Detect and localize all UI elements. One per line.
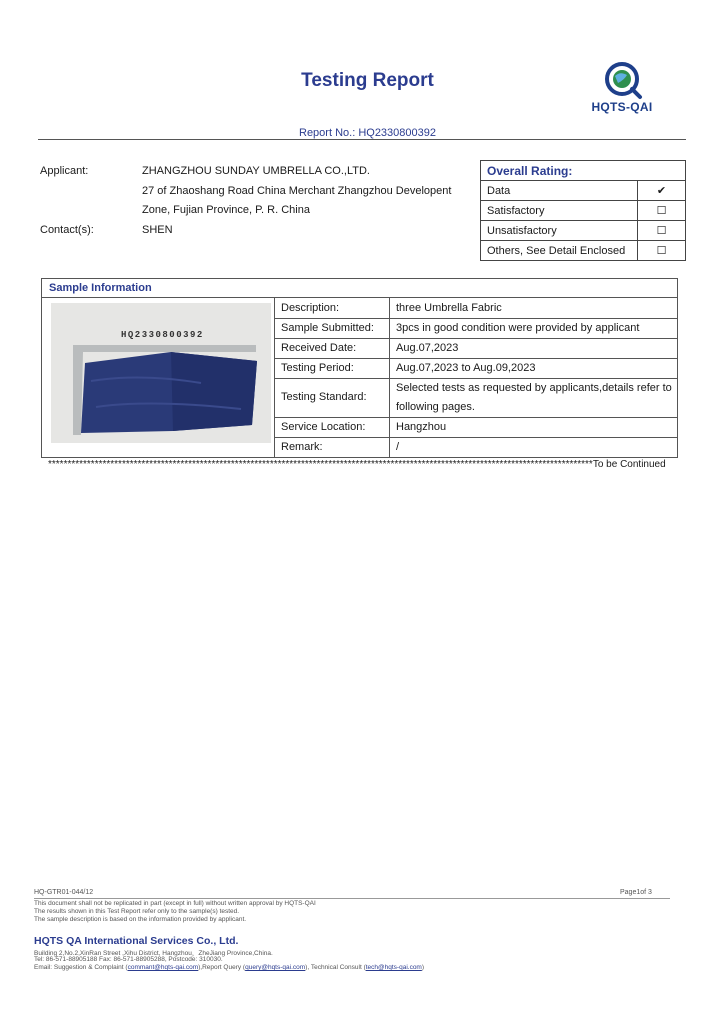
sample-photo — [51, 303, 271, 443]
remark-label: Remark: — [275, 437, 390, 457]
sample-photo-tag: HQ2330800392 — [121, 330, 204, 340]
service-location-value: Hangzhou — [390, 417, 679, 437]
table-row — [275, 358, 679, 378]
table-row — [275, 378, 679, 417]
testing-period-label: Testing Period: — [275, 358, 390, 378]
rating-row-others — [481, 241, 686, 261]
sample-information-heading: Sample Information — [42, 279, 677, 298]
applicant-name: ZHANGZHOU SUNDAY UMBRELLA CO.,LTD. — [142, 165, 370, 177]
form-code: HQ-GTR01-044/12 — [34, 889, 94, 896]
rating-row-data — [481, 181, 686, 201]
company-name: HQTS QA International Services Co., Ltd. — [34, 935, 239, 947]
testing-standard-line2: following pages. — [396, 400, 475, 413]
received-date-label: Received Date: — [275, 338, 390, 358]
table-row — [275, 437, 679, 457]
company-address: Building 2,No.2,XinRan Street ,Xihu District, Hangzhou，ZheJiang Province,China. — [34, 950, 273, 957]
email-prefix: Email: Suggestion & Complaint ( — [34, 964, 128, 971]
contact-label: Contact(s): — [40, 224, 94, 236]
company-email-line — [34, 964, 424, 971]
report-no-value: HQ2330800392 — [358, 127, 436, 139]
rating-row-satisfactory — [481, 201, 686, 221]
sample-submitted-label: Sample Submitted: — [275, 318, 390, 338]
sample-submitted-value: 3pcs in good condition were provided by applicant — [390, 318, 679, 338]
remark-value: / — [390, 437, 679, 457]
report-number — [0, 127, 720, 139]
rating-label: Unsatisfactory — [481, 221, 638, 241]
logo-text: HQTS-QAI — [591, 100, 653, 114]
header-divider — [38, 139, 686, 140]
page-indicator: Page1of 3 — [620, 889, 652, 896]
applicant-address-line1: 27 of Zhaoshang Road China Merchant Zhangzhou Developent — [142, 185, 452, 197]
contact-value: SHEN — [142, 224, 173, 236]
email-separator: ),Report Query ( — [198, 964, 246, 971]
table-row — [275, 338, 679, 358]
overall-rating-table — [480, 160, 686, 261]
applicant-address-line2: Zone, Fujian Province, P. R. China — [142, 204, 310, 216]
checkbox-empty-icon: ☐ — [638, 201, 686, 221]
checkbox-empty-icon: ☐ — [638, 221, 686, 241]
company-phone: Tel: 86-571-88905188 Fax: 86-571-88905288, Postcode: 310030. — [34, 956, 223, 963]
rating-label: Data — [481, 181, 638, 201]
disclaimer-line3: The sample description is based on the information provided by applicant. — [34, 916, 247, 923]
overall-rating-heading: Overall Rating: — [481, 161, 686, 181]
applicant-label: Applicant: — [40, 165, 89, 177]
checkbox-empty-icon: ☐ — [638, 241, 686, 261]
service-location-label: Service Location: — [275, 417, 390, 437]
rating-label: Others, See Detail Enclosed — [481, 241, 638, 261]
report-title: Testing Report — [301, 70, 434, 91]
continued-line — [48, 459, 678, 470]
received-date-value: Aug.07,2023 — [390, 338, 679, 358]
testing-standard-label: Testing Standard: — [275, 378, 390, 417]
email-separator: ), Technical Consult ( — [305, 964, 366, 971]
to-be-continued: To be Continued — [592, 459, 666, 470]
rating-label: Satisfactory — [481, 201, 638, 221]
table-row — [275, 417, 679, 437]
table-row — [275, 298, 679, 318]
checkmark-icon: ✔ — [638, 181, 686, 201]
rating-row-unsatisfactory — [481, 221, 686, 241]
sample-details-table — [274, 298, 678, 457]
description-value: three Umbrella Fabric — [390, 298, 679, 318]
disclaimer-line2: The results shown in this Test Report refer only to the sample(s) tested. — [34, 908, 240, 915]
sample-information-box — [41, 278, 678, 458]
tech-email-link[interactable]: tech@hqts-qai.com — [365, 964, 422, 971]
report-no-label: Report No.: — [299, 127, 356, 139]
complaint-email-link[interactable]: commant@hqts-qai.com — [127, 964, 199, 971]
description-label: Description: — [275, 298, 390, 318]
email-suffix: ) — [421, 964, 425, 971]
query-email-link[interactable]: query@hqts-qai.com — [245, 964, 306, 971]
testing-standard-value — [390, 378, 679, 417]
disclaimer-line1: This document shall not be replicated in part (except in full) without written approval by HQTS-QAI — [34, 900, 316, 907]
testing-standard-line1: Selected tests as requested by applicants,details refer to — [396, 381, 672, 394]
footer-divider — [34, 898, 670, 899]
asterisk-divider: ******************************************************************************************************************************************** — [48, 459, 593, 470]
testing-period-value: Aug.07,2023 to Aug.09,2023 — [390, 358, 679, 378]
table-row — [275, 318, 679, 338]
